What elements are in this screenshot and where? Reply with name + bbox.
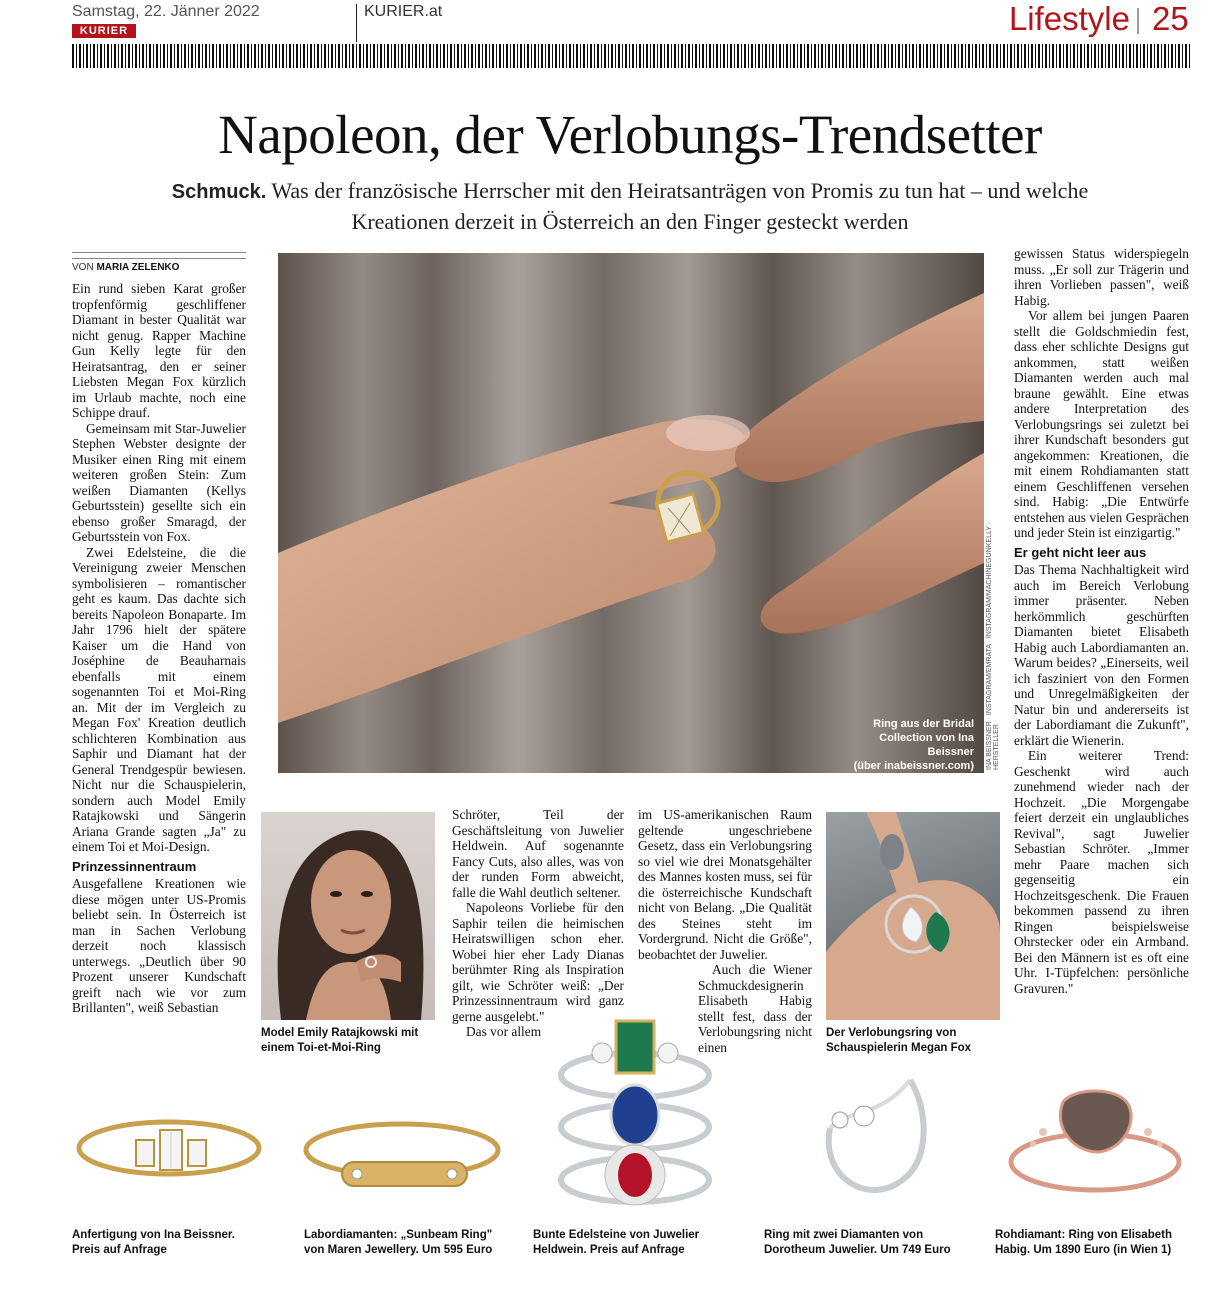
emily-caption: Model Emily Ratajkowski mit einem Toi-et-Moi-Ring: [261, 1027, 419, 1054]
megan-caption: Der Verlobungsring von Schauspielerin Megan Fox: [826, 1027, 972, 1054]
subheadline-text: Was der französische Herrscher mit den Heiratsanträgen von Promis zu tun hat – und welche Kreationen derzeit in Österreich an den Finger gesteckt werden: [271, 178, 1089, 234]
section-title: Lifestyle: [1008, 0, 1130, 37]
site-url: KURIER.at: [364, 3, 443, 20]
paragraph: Ein weiterer Trend: Geschenkt wird auch zunehmend wieder nach der Hochzeit. „Die Morgengabe feiert derzeit ein unglaubliches Revival", sagt Juwelier Sebastian Schröter. „Immer mehr Paare machen sich gegenseitig ein Hochzeitsgeschenk. Die Frauen bekommen passend zu ihren Ringen beispielsweise Ohrstecker oder ein Armband. Bei den Männern ist es oft eine Uhr. I-Tüpfelchen: persönliche Gravuren.": [1014, 748, 1189, 996]
header-divider: [356, 4, 357, 42]
ring-caption-2: Labordiamanten: „Sunbeam Ring" von Maren Jewellery. Um 595 Euro: [304, 1229, 493, 1256]
byline: [72, 262, 179, 273]
hands-illustration: [278, 253, 984, 773]
paragraph: Vor allem bei jungen Paaren stellt die Goldschmiedin fest, dass eher schlichte Designs gut ankommen, statt weißen Diamanten werden auch mal braune gewählt. Eine etwas andere Interpretation des Verlobungsrings sei zuletzt bei ihrer Kundschaft besonders gut angekommen: Kreationen, die mit einem Rohdiamanten statt einem Geschliffenen versehen sind. Habig: „Die Entwürfe entstehen aus vielen Gesprächen und jeder Stein ist einzigartig.": [1014, 308, 1189, 540]
portrait-illustration: [261, 812, 435, 1020]
subheading: Prinzessinnentraum: [72, 858, 197, 874]
photo-credit: INA BEISSNER · INSTAGRAM/EMRATA · INSTAGRAM/MACHINEGUNKELLY · HERSTELLER: [986, 521, 1000, 770]
byline-rule: [72, 252, 246, 259]
article-column-2: [452, 807, 624, 1040]
ring-rough-diamond-image: [1003, 1082, 1188, 1212]
ring-sunbeam-image: [302, 1110, 502, 1205]
article-column-1: [72, 281, 246, 1016]
hero-caption: [838, 717, 974, 773]
headline: Napoleon, der Verlobungs-Trendsetter: [218, 104, 1042, 165]
photo-megan-fox-ring: [826, 812, 1000, 1020]
article-column-4: [1014, 246, 1189, 996]
paragraph: Das vor allem: [466, 1024, 542, 1039]
kicker: Schmuck.: [171, 181, 267, 203]
paragraph: Auch die Wiener Schmuckdesignerin Elisabeth Habig stellt fest, dass der Verlobungsring nicht einen: [698, 962, 812, 1055]
byline-author: MARIA ZELENKO: [96, 262, 180, 273]
issue-date: Samstag, 22. Jänner 2022: [72, 3, 260, 20]
paragraph: Zwei Edelsteine, die die Vereinigung zweier Menschen symbolisieren – romantischer geht es kaum. Das dachte sich bereits Napoleon Bonaparte. Im Jahr 1796 hielt der spätere Kaiser um die Hand von Joséphine de Beauharnais ebenfalls mit einem sogenannten Toi et Moi-Ring an. Mit der im Vergleich zu Megan Fox' Kreation deutlich schlichteren Kombination aus Saphir und Diamant hat der General Trendgespür bewiesen. Nicht nur die Schauspielerin, sondern auch Model Emily Ratajkowski und Sängerin Ariana Grande sagten „Ja" zu einem Toi et Moi-Design.: [72, 544, 246, 854]
ring-two-diamonds-image: [810, 1068, 940, 1213]
photo-emily-ratajkowski: [261, 812, 435, 1020]
page-divider: [1137, 8, 1139, 34]
paragraph: Ein rund sieben Karat großer tropfenförmig geschliffener Diamant in bester Qualität war nicht genug. Rapper Machine Gun Kelly legte für den Heiratsantrag, den er seiner Liebsten Megan Fox kürzlich im Urlaub machte, noch eine Schippe drauf.: [72, 281, 246, 420]
ring-ina-beissner-image: [72, 1108, 267, 1213]
ring-caption-3: Bunte Edelsteine von Juwelier Heldwein. Preis auf Anfrage: [533, 1229, 700, 1256]
paragraph: Das Thema Nachhaltigkeit wird auch im Bereich Verlobung immer präsenter. Neben herkömmlich geschürften Diamanten bietet Elisabeth Habig auch Labordiamanten an. Warum beides? „Einerseits, weil ich fasziniert von den Formen und Unregelmäßigkeiten der Natur bin und andererseits ist der Labordiamant die Zukunft", erklärt die Wienerin.: [1014, 562, 1189, 748]
byline-prefix: VON: [72, 262, 94, 273]
ring-caption-4: Ring mit zwei Diamanten von Dorotheum Juwelier. Um 749 Euro: [764, 1229, 951, 1256]
ring-hand-illustration: [826, 812, 1000, 1020]
paragraph: Ausgefallene Kreationen wie diese mögen unter US-Promis beliebt sein. In Österreich ist man in Sachen Verlobung derzeit noch klassisch unterwegs. „Deutlich über 90 Prozent unserer Kundschaft greift nach wie vor zum Brillanten", weiß Sebastian: [72, 876, 246, 1015]
page-number: 25: [1152, 0, 1189, 37]
hero-photo-ring-in-hands: [278, 253, 984, 773]
paragraph: Napoleons Vorliebe für den Saphir teilen die heimischen Heiratswilligen schon eher. Wobei hier eher Lady Dianas berühmter Ring als Inspiration gilt, wie Schröter weiß: „Der Prinzessinnentraum wird ganz gerne ausgelebt.": [452, 900, 624, 1024]
hero-caption-line-2: (über inabeissner.com): [853, 760, 974, 772]
ring-caption-1: Anfertigung von Ina Beissner. Preis auf Anfrage: [72, 1229, 235, 1256]
ring-caption-5: Rohdiamant: Ring von Elisabeth Habig. Um 1890 Euro (in Wien 1): [995, 1229, 1172, 1256]
subheadline: [150, 176, 1110, 236]
kurier-logo: KURIER: [72, 24, 136, 38]
hero-caption-line-1: Ring aus der Bridal Collection von Ina Beissner: [873, 718, 974, 758]
paragraph: im US-amerikanischen Raum geltende ungeschriebene Gesetz, dass ein Verlobungsring so viel wie drei Monatsgehälter des Mannes kosten muss, sei für die österreichische Kundschaft nicht von Belang. „Die Qualität des Steines steht im Vordergrund. Nicht die Größe", beobachtet der Juwelier.: [638, 807, 812, 962]
paragraph: Schröter, Teil der Geschäftsleitung von Juwelier Heldwein. Auf sogenannte Fancy Cuts, also alles, was von der runden Form abweicht, falle die Wahl deutlich seltener.: [452, 807, 624, 900]
ring-colored-gems-image: [556, 1015, 714, 1210]
paragraph: gewissen Status widerspiegeln muss. „Er soll zur Trägerin und ihren Vorlieben passen", weiß Habig.: [1014, 246, 1189, 308]
paragraph: Gemeinsam mit Star-Juwelier Stephen Webster designte der Musiker einen Ring mit einem weiteren großen Stein: Zum weißen Diamanten (Kellys Geburtsstein) gesellte sich ein ebenso großer Smaragd, der Geburtsstein von Fox.: [72, 420, 246, 544]
subheading: Er geht nicht leer aus: [1014, 544, 1147, 560]
barcode-strip: [72, 44, 1190, 68]
